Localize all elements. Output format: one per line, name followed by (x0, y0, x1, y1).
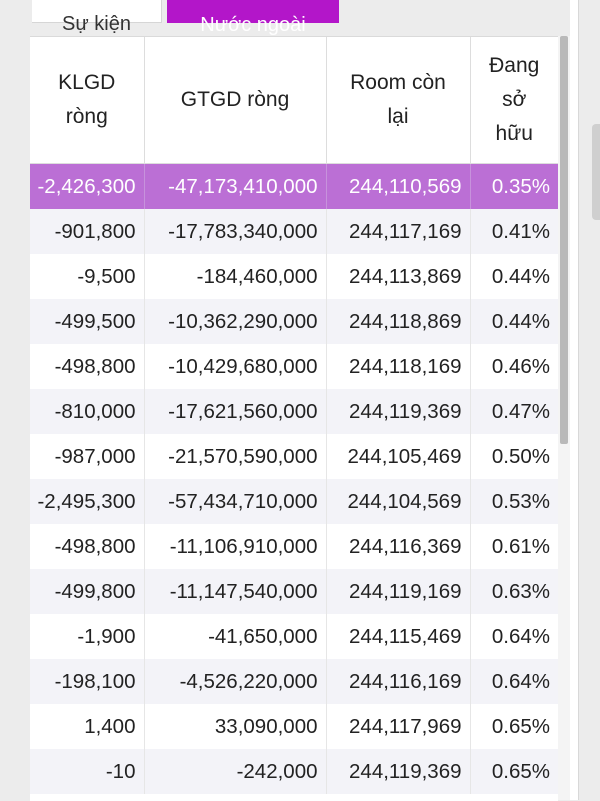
cell-room-con-lai: 244,117,169 (326, 209, 470, 254)
cell-gtgd-rong: -17,621,560,000 (144, 389, 326, 434)
table-row[interactable] (30, 209, 558, 254)
cell-room-con-lai: 244,110,569 (326, 164, 470, 210)
cell-gtgd-rong: -57,434,710,000 (144, 479, 326, 524)
table-row[interactable] (30, 344, 558, 389)
cell-gtgd-rong: -17,783,340,000 (144, 209, 326, 254)
cell-room-con-lai: 244,115,469 (326, 614, 470, 659)
cell-room-con-lai: 244,116,169 (326, 659, 470, 704)
table-header-row (30, 37, 558, 164)
cell-dang-so-huu: 0.46% (470, 344, 558, 389)
tab-bar (32, 0, 339, 36)
cell-room-con-lai: 244,117,969 (326, 704, 470, 749)
cell-klgd-rong: -498,800 (30, 344, 144, 389)
cell-klgd-rong: -10 (30, 749, 144, 794)
table-row[interactable] (30, 524, 558, 569)
cell-room-con-lai: 244,118,169 (326, 344, 470, 389)
cell-klgd-rong: -810,000 (30, 389, 144, 434)
header-room-con-lai[interactable]: Room còn lại (326, 37, 470, 164)
cell-gtgd-rong: -11,106,910,000 (144, 524, 326, 569)
cell-room-con-lai: 244,104,569 (326, 479, 470, 524)
cell-gtgd-rong: 33,090,000 (144, 704, 326, 749)
cell-klgd-rong: -2,495,300 (30, 479, 144, 524)
tab-nuoc-ngoai-label: Nước ngoài (200, 14, 306, 36)
foreign-trading-table (30, 37, 558, 794)
cell-dang-so-huu: 0.47% (470, 389, 558, 434)
cell-klgd-rong: -498,800 (30, 524, 144, 569)
cell-gtgd-rong: -10,429,680,000 (144, 344, 326, 389)
cell-dang-so-huu: 0.61% (470, 524, 558, 569)
cell-gtgd-rong: -242,000 (144, 749, 326, 794)
cell-room-con-lai: 244,113,869 (326, 254, 470, 299)
table-body (30, 164, 558, 795)
cell-gtgd-rong: -47,173,410,000 (144, 164, 326, 210)
cell-dang-so-huu: 0.44% (470, 299, 558, 344)
right-panel-edge (570, 0, 579, 800)
table-row[interactable] (30, 389, 558, 434)
cell-klgd-rong: -1,900 (30, 614, 144, 659)
cell-gtgd-rong: -41,650,000 (144, 614, 326, 659)
cell-dang-so-huu: 0.44% (470, 254, 558, 299)
table-scrollbar[interactable] (558, 36, 570, 800)
cell-room-con-lai: 244,116,369 (326, 524, 470, 569)
cell-dang-so-huu: 0.64% (470, 659, 558, 704)
header-dang-so-huu[interactable]: Đang sở hữu (470, 37, 558, 164)
table-row[interactable] (30, 299, 558, 344)
scrollbar-thumb[interactable] (560, 36, 568, 444)
cell-dang-so-huu: 0.65% (470, 704, 558, 749)
edge-handle[interactable] (592, 124, 600, 220)
cell-dang-so-huu: 0.53% (470, 479, 558, 524)
cell-klgd-rong: -901,800 (30, 209, 144, 254)
table-row[interactable] (30, 164, 558, 210)
cell-gtgd-rong: -21,570,590,000 (144, 434, 326, 479)
table-row[interactable] (30, 749, 558, 794)
table-row[interactable] (30, 569, 558, 614)
cell-klgd-rong: -9,500 (30, 254, 144, 299)
cell-klgd-rong: -198,100 (30, 659, 144, 704)
cell-dang-so-huu: 0.41% (470, 209, 558, 254)
cell-gtgd-rong: -184,460,000 (144, 254, 326, 299)
header-gtgd-rong[interactable]: GTGD ròng (144, 37, 326, 164)
cell-dang-so-huu: 0.65% (470, 749, 558, 794)
header-klgd-rong[interactable]: KLGD ròng (30, 37, 144, 164)
tab-su-kien[interactable] (32, 0, 162, 35)
right-edge (570, 0, 600, 800)
tab-su-kien-label: Sự kiện (62, 13, 131, 35)
table-row[interactable] (30, 659, 558, 704)
cell-gtgd-rong: -10,362,290,000 (144, 299, 326, 344)
foreign-trading-table-container (30, 36, 558, 801)
cell-room-con-lai: 244,119,169 (326, 569, 470, 614)
cell-klgd-rong: -987,000 (30, 434, 144, 479)
cell-room-con-lai: 244,119,369 (326, 389, 470, 434)
cell-room-con-lai: 244,118,869 (326, 299, 470, 344)
table-row[interactable] (30, 704, 558, 749)
cell-dang-so-huu: 0.64% (470, 614, 558, 659)
cell-klgd-rong: -499,800 (30, 569, 144, 614)
cell-klgd-rong: -499,500 (30, 299, 144, 344)
cell-dang-so-huu: 0.63% (470, 569, 558, 614)
cell-dang-so-huu: 0.50% (470, 434, 558, 479)
cell-klgd-rong: -2,426,300 (30, 164, 144, 210)
cell-gtgd-rong: -4,526,220,000 (144, 659, 326, 704)
table-row[interactable] (30, 434, 558, 479)
table-row[interactable] (30, 614, 558, 659)
cell-klgd-rong: 1,400 (30, 704, 144, 749)
table-row[interactable] (30, 479, 558, 524)
cell-room-con-lai: 244,105,469 (326, 434, 470, 479)
cell-room-con-lai: 244,119,369 (326, 749, 470, 794)
cell-gtgd-rong: -11,147,540,000 (144, 569, 326, 614)
table-row[interactable] (30, 254, 558, 299)
cell-dang-so-huu: 0.35% (470, 164, 558, 210)
tab-nuoc-ngoai[interactable] (167, 0, 339, 36)
